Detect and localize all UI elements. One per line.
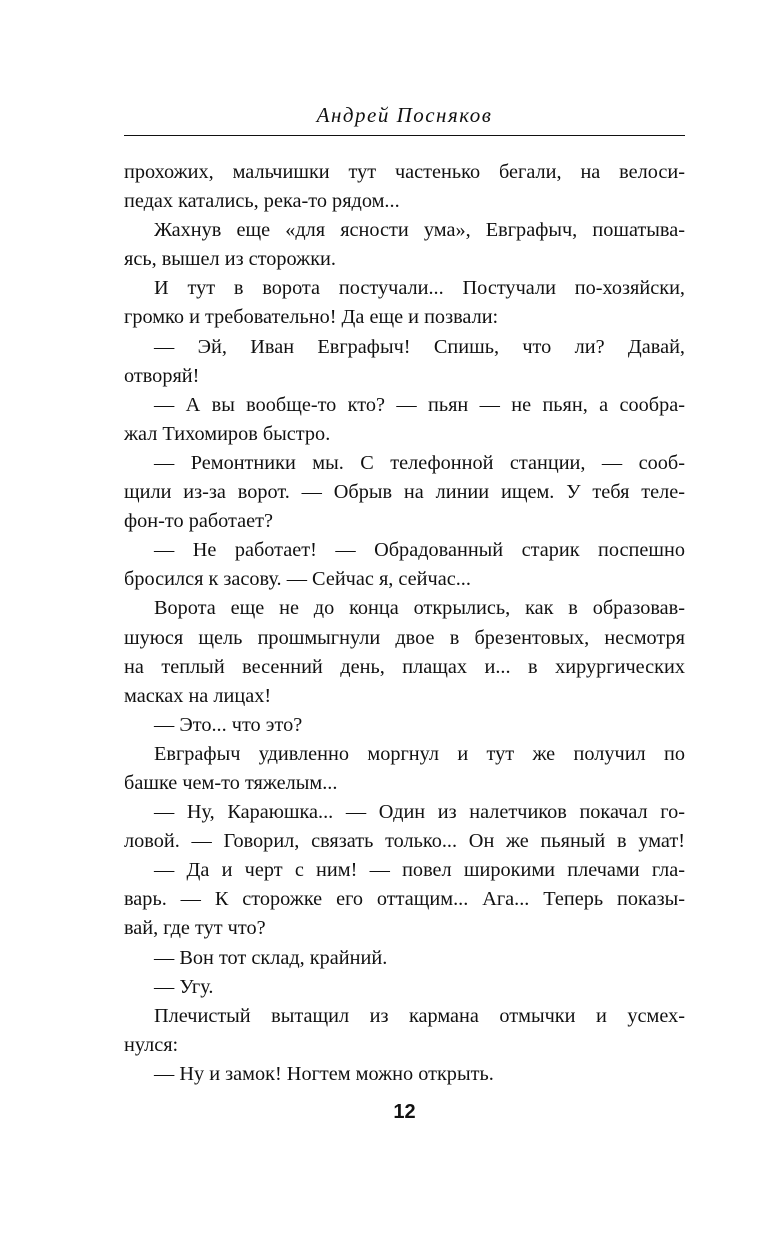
text-line-content: — Эй, Иван Евграфыч! Спишь, что ли? Давай, [154, 335, 685, 358]
text-line [124, 216, 685, 245]
text-line-content: Плечистый вытащил из кармана отмычки и усмех- [154, 1004, 685, 1027]
text-line [124, 565, 685, 594]
text-line-content: Жахнув еще «для ясности ума», Евграфыч, пошатыва- [154, 219, 685, 242]
text-line [124, 973, 685, 1002]
text-line-content: Ворота еще не до конца открылись, как в образовав- [154, 597, 685, 620]
text-line-content: — Не работает! — Обрадованный старик поспешно [154, 539, 685, 562]
text-line [124, 856, 685, 885]
text-line [124, 507, 685, 536]
text-line [124, 653, 685, 682]
text-line [124, 740, 685, 769]
text-line-content: бросился к засову. — Сейчас я, сейчас... [124, 568, 471, 591]
text-line-content: И тут в ворота постучали... Постучали по-хозяйски, [154, 277, 685, 300]
text-line [124, 769, 685, 798]
text-line [124, 536, 685, 565]
text-line [124, 1002, 685, 1031]
text-line-content: масках на лицах! [124, 684, 272, 707]
text-line-content: ловой. — Говорил, связать только... Он же пьяный в умат! [124, 830, 685, 853]
body-text [124, 158, 685, 1089]
text-line [124, 274, 685, 303]
header-rule [124, 135, 685, 136]
text-line-content: вай, где тут что? [124, 917, 266, 940]
text-line-content: — А вы вообще-то кто? — пьян — не пьян, а сообра- [154, 393, 685, 416]
text-line [124, 594, 685, 623]
text-line [124, 827, 685, 856]
text-line [124, 624, 685, 653]
text-line-content: — Вон тот склад, крайний. [154, 946, 388, 969]
text-line [124, 391, 685, 420]
text-line-content: на теплый весенний день, плащах и... в хирургических [124, 655, 685, 678]
text-line [124, 682, 685, 711]
text-line-content: отворяй! [124, 364, 200, 387]
text-line-content: — Ну, Караюшка... — Один из налетчиков покачал го- [154, 801, 685, 824]
text-line-content: педах катались, река-то рядом... [124, 190, 400, 213]
text-line-content: прохожих, мальчишки тут частенько бегали, на велоси- [124, 161, 685, 183]
text-line-content: Евграфыч удивленно моргнул и тут же получил по [154, 742, 685, 765]
text-line [124, 914, 685, 943]
text-line-content: нулся: [124, 1033, 179, 1056]
text-line-content: — Ремонтники мы. С телефонной станции, — сооб- [154, 451, 685, 474]
text-line [124, 1031, 685, 1060]
page-number: 12 [393, 1101, 416, 1123]
text-line-content: громко и требовательно! Да еще и позвали: [124, 306, 499, 329]
text-line [124, 478, 685, 507]
text-line [124, 187, 685, 216]
text-line [124, 711, 685, 740]
text-line-content: щили из-за ворот. — Обрыв на линии ищем. У тебя теле- [124, 481, 685, 504]
text-line-content: — Это... что это? [154, 713, 303, 736]
text-line [124, 158, 685, 187]
text-line [124, 885, 685, 914]
text-line [124, 420, 685, 449]
text-line-content: — Да и черт с ним! — повел широкими плечами гла- [154, 859, 685, 882]
text-line [124, 362, 685, 391]
text-line [124, 303, 685, 332]
text-line-content: шуюся щель прошмыгнули двое в брезентовых, несмотря [124, 626, 685, 649]
text-line [124, 333, 685, 362]
text-line-content: — Ну и замок! Ногтем можно открыть. [154, 1062, 494, 1085]
text-line-content: башке чем-то тяжелым... [124, 771, 338, 794]
text-line-content: ясь, вышел из сторожки. [124, 248, 336, 271]
text-line [124, 449, 685, 478]
text-line-content: — Угу. [154, 975, 214, 998]
text-line-content: жал Тихомиров быстро. [124, 422, 331, 445]
text-line [124, 798, 685, 827]
running-head-author: Андрей Посняков [316, 103, 493, 127]
text-line-content: варь. — К сторожке его оттащим... Ага... Теперь показы- [124, 888, 685, 911]
text-line-content: фон-то работает? [124, 510, 274, 533]
text-line [124, 1060, 685, 1089]
text-line [124, 944, 685, 973]
text-line [124, 245, 685, 274]
